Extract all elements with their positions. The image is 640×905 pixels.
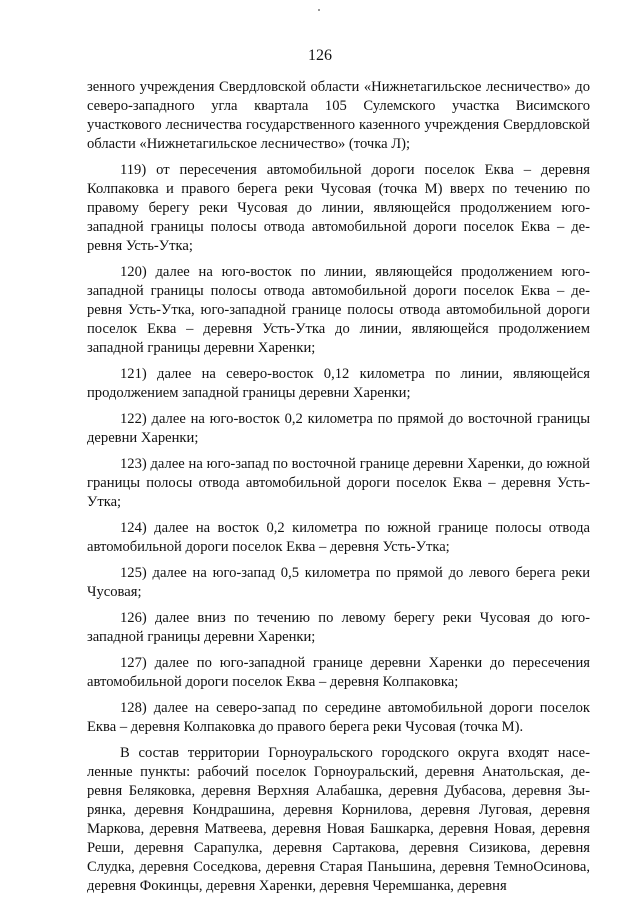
scan-speck [318, 9, 320, 11]
paragraph-item-127: 127) далее по юго-западной границе деревни Харенки до пересечения автомобильной дороги поселок Еква – деревня Колпаковка; [87, 655, 590, 690]
document-body [87, 78, 590, 903]
paragraph-item-122: 122) далее на юго-восток 0,2 километра по прямой до восточной границы деревни Харенки; [87, 411, 590, 446]
paragraph-item-128: 128) далее на северо-запад по середине автомобильной дороги поселок Еква – деревня Колпаковка до правого берега реки Чусовая (точка М). [87, 700, 590, 735]
paragraph-item-124: 124) далее на восток 0,2 километра по южной границе полосы отвода автомобильной дороги поселок Еква – деревня Усть-Утка; [87, 520, 590, 555]
paragraph-item-119: 119) от пересечения автомобильной дороги поселок Еква – деревня Колпаковка и правого берега реки Чусовая (точка М) вверх по течению по правому берегу реки Чусовая до линии, являющейся продолжением юго-западной границы полосы отвода автомобильной дороги поселок Еква – деревня Усть-Утка; [87, 162, 590, 254]
paragraph-item-126: 126) далее вниз по течению по левому берегу реки Чусовая до юго-западной границы деревни Харенки; [87, 610, 590, 645]
paragraph-settlements: В состав территории Горноуральского городского округа входят населенные пункты: рабочий поселок Горноуральский, деревня Анатольская, деревня Беляковка, деревня Верхняя Алабашка, деревня Дубасова, деревня Зырянка, деревня Кондрашина, деревня Корнилова, деревня Луговая, деревня Маркова, деревня Матвеева, деревня Новая Башкарка, деревня Новая, деревня Реши, деревня Сарапулка, деревня Сартакова, деревня Сизикова, деревня Слудка, деревня Соседкова, деревня Старая Паньшина, деревня ТемноОсинова, деревня Фокинцы, деревня Харенки, деревня Черемшанка, деревня [87, 745, 590, 894]
paragraph-item-121: 121) далее на северо-восток 0,12 километра по линии, являющейся продолжением западной границы деревни Харенки; [87, 366, 590, 401]
paragraph-item-120: 120) далее на юго-восток по линии, являющейся продолжением юго-западной границы полосы отвода автомобильной дороги поселок Еква – деревня Усть-Утка, юго-западной границе полосы отвода автомобильной дороги поселок Еква – деревня Усть-Утка до линии, являющейся продолжением западной границы деревни Харенки; [87, 264, 590, 356]
paragraph-item-123: 123) далее на юго-запад по восточной границе деревни Харенки, до южной границы полосы отвода автомобильной дороги поселок Еква – деревня Усть-Утка; [87, 456, 590, 510]
paragraph-item-125: 125) далее на юго-запад 0,5 километра по прямой до левого берега реки Чусовая; [87, 565, 590, 600]
paragraph-continuation: зенного учреждения Свердловской области «Нижнетагильское лесничество» до северо-западного угла квартала 105 Сулемского участка Висимского участкового лесничества государственного казенного учреждения Свердловской области «Нижнетагильское лесничество» (точка Л); [87, 79, 590, 152]
page-number: 126 [308, 47, 332, 64]
